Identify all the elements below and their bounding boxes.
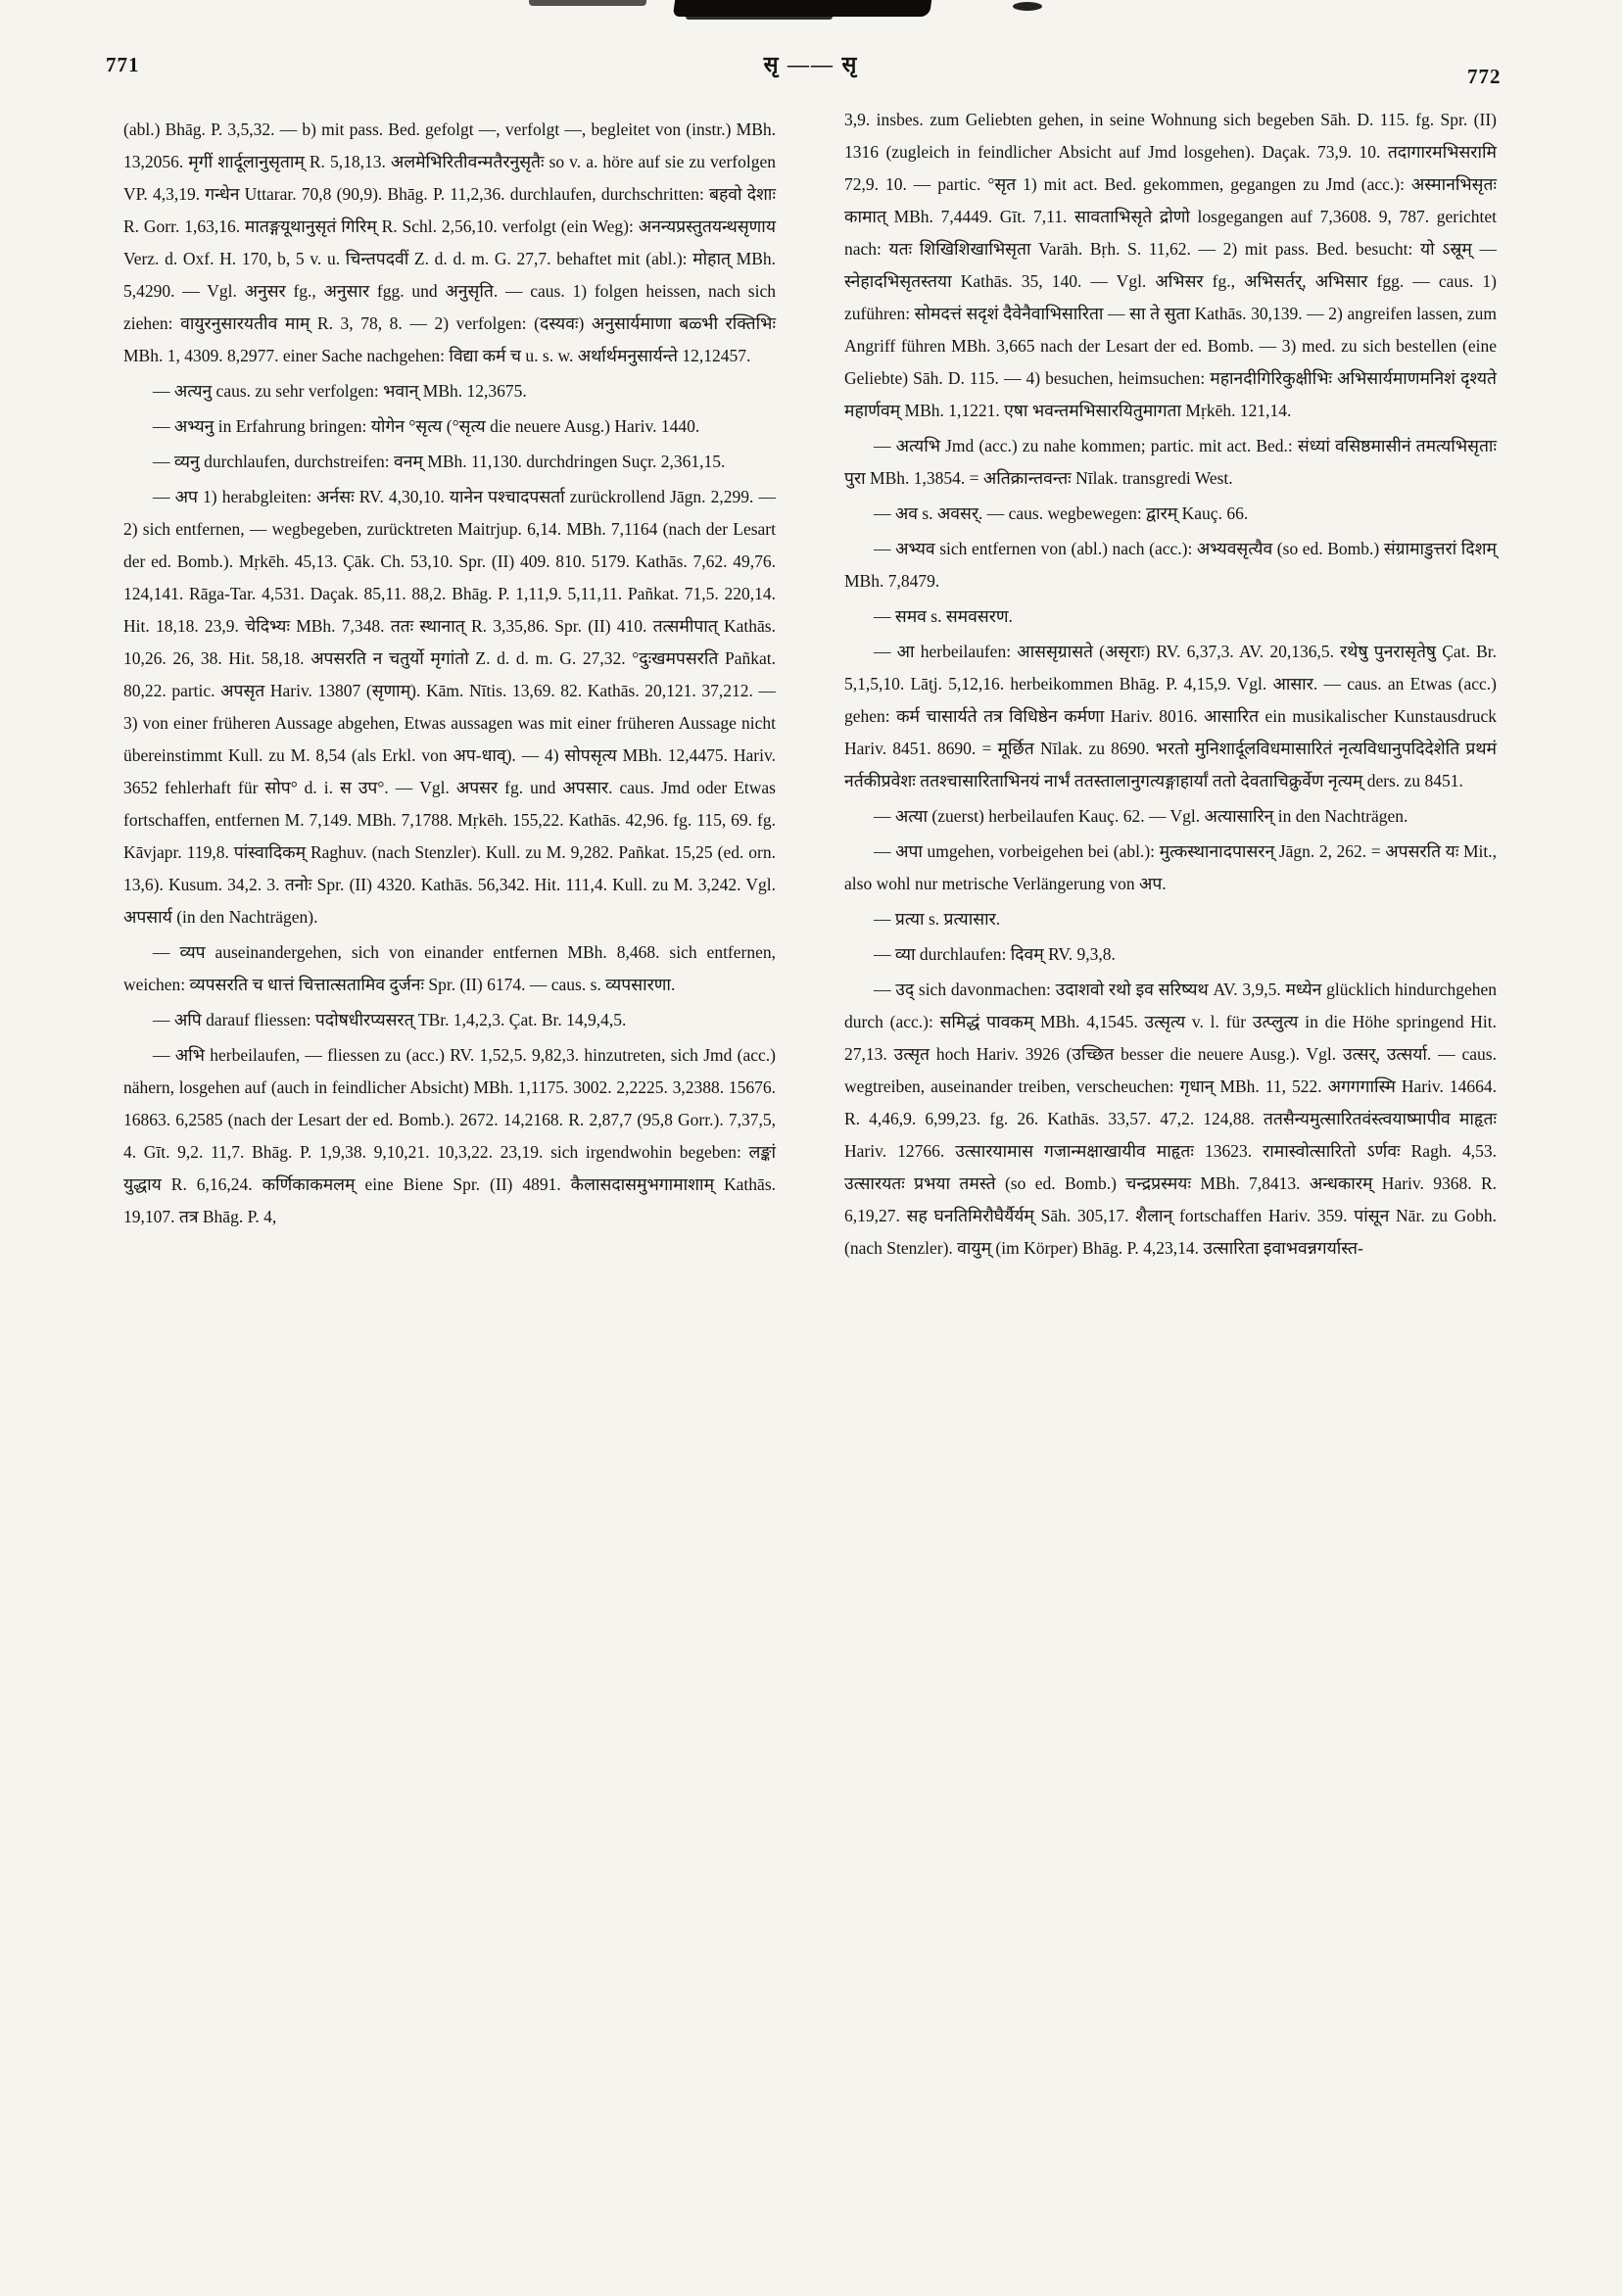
paragraph: — अभ्यनु in Erfahrung bringen: योगेन °सृत्य (°सृत्य die neuere Ausg.) Hariv. 1440. — [153, 416, 700, 436]
page-number-left: 771 — [106, 53, 140, 76]
paragraph: (abl.) Bhāg. P. 3,5,32. — b) mit pass. Bed. gefolgt —, verfolgt —, begleitet von (instr.) MBh. 13,2056. मृगीं शार्दूलानुसृताम् R. 5,18,13. अलमेभिरितीवन्मतैरनुसृतैः so v. a. höre auf sie zu verfolgen VP. 4,3,19. गन्धेन Uttarar. 70,8 (90,9). Bhāg. P. 11,2,36. durchlaufen, durchschritten: बहवो देशाः R. Gorr. 1,63,16. मातङ्गयूथानुसृतं गिरिम् R. Schl. 2,56,10. verfolgt (ein Weg): अनन्यप्रस्तुतयन्थसृणाय Verz. d. Oxf. H. 170, b, 5 v. u. चिन्तपदवीं Z. d. d. m. G. 27,7. behaftet mit (abl.): मोहात् MBh. 5,4290. — Vgl. अनुसर fg., अनुसार fgg. und अनुसृति. — caus. 1) folgen heissen, nach sich ziehen: वायुरनुसारयतीव माम् R. 3, 78, 8. — 2) verfolgen: (दस्यवः) अनुसार्यमाणा बळ्भी रक्तिभिः MBh. 1, 4309. 8,2977. einer Sache nachgehen: विद्या कर्म च u. s. w. अर्थार्थमनुसार्यन्ते 12,12457. — [123, 120, 776, 365]
paragraph: — अप 1) herabgleiten: अर्नसः RV. 4,30,10. यानेन पश्चादपसर्ता zurückrollend Jāgn. 2,299. — 2) sich entfernen, — wegbegeben, zurücktreten Maitrjup. 6,14. MBh. 7,1164 (nach der Lesart der ed. Bomb.). Mṛkēh. 45,13. Çāk. Ch. 53,10. Spr. (II) 409. 810. 5179. Kathās. 7,62. 49,76. 124,141. Rāga-Tar. 4,531. Daçak. 85,11. 88,2. Bhāg. P. 1,11,9. 5,11,11. Pañkat. 71,5. 220,14. Hit. 18,18. 23,9. चेदिभ्यः MBh. 7,348. ततः स्थानात् R. 3,35,86. Spr. (II) 410. तत्समीपात् Kathās. 10,26. 26, 38. Hit. 58,18. अपसरति न चतुर्यो मृगांतो Z. d. d. m. G. 27,32. °दुःखमपसरति Pañkat. 80,22. partic. अपसृत Hariv. 13807 (सृणाम्). Kām. Nītis. 13,69. 82. Kathās. 20,121. 37,212. — 3) von einer früheren Aussage abgehen, Etwas aussagen was mit einer früheren Aussage nicht übereinstimmt Kull. zu M. 8,54 (als Erkl. von अप-धाव्). — 4) सोपसृत्य MBh. 12,4475. Hariv. 3652 fehlerhaft für सोप° d. i. स उप°. — Vgl. अपसर fg. und अपसार. caus. Jmd oder Etwas fortschaffen, entfernen M. 7,149. MBh. 7,1788. Mṛkēh. 155,22. Kathās. 42,96. fg. 115, 69. fg. Kāvjapr. 119,8. पांस्वादिकम् Raghuv. (nach Stenzler). Kull. zu M. 9,282. Pañkat. 15,25 (ed. orn. 13,6). Kusum. 34,2. 3. तनोः Spr. (II) 4320. Kathās. 56,342. Hit. 111,4. Kull. zu M. 3,242. Vgl. अपसार्य (in den Nachträgen). — [123, 487, 776, 927]
paragraph: — व्या durchlaufen: दिवम् RV. 9,3,8. — [874, 944, 1116, 964]
paragraph: — अभि herbeilaufen, — fliessen zu (acc.) RV. 1,52,5. 9,82,3. hinzutreten, sich Jmd (acc.) nähern, losgehen auf (auch in feindlicher Absicht) MBh. 1,1175. 3002. 2,2225. 3,2388. 15676. 16863. 6,2585 (nach der Lesart der ed. Bomb.). 2672. 14,2168. R. 2,87,7 (95,8 Gorr.). 7,37,5, 4. Gīt. 9,2. 11,7. Bhāg. P. 1,9,38. 9,10,21. 10,3,22. 23,19. sich irgendwohin begeben: लङ्कां युद्धाय R. 6,16,24. कर्णिकाकमलम् eine Biene Spr. (II) 4891. कैलासदासमुभगामाशाम् Kathās. 19,107. तत्र Bhāg. P. 4, — [123, 1045, 776, 1226]
paragraph: — अत्या (zuerst) herbeilaufen Kauç. 62. — Vgl. अत्यासारिन् in den Nachträgen. — [874, 806, 1408, 826]
right-column — [844, 104, 1497, 1268]
paragraph: — उद् sich davonmachen: उदाशवो रथो इव सरिष्यथ AV. 3,9,5. मध्येन glücklich hindurchgehen durch (acc.): समिद्धं पावकम् MBh. 4,1545. उत्सृत्य v. l. für उत्प्लुत्य in die Höhe springend Hit. 27,13. उत्सृत hoch Hariv. 3926 (उच्छित besser die neuere Ausg.). Vgl. उत्सर्, उत्सर्या. — caus. wegtreiben, auseinander treiben, verscheuchen: गृधान् MBh. 11, 522. अगगगास्मि Hariv. 14664. R. 4,46,9. 6,99,23. fg. 26. Kathās. 33,57. 47,2. 124,88. ततसैन्यमुत्सारितवंस्त्वयाष्मापीव माहृतः Hariv. 12766. उत्सारयामास गजान्मक्षाखायीव माहृतः 13623. रामास्वोत्सारितो ऽर्णवः Ragh. 4,53. उत्सारयतः प्रभया तमस्ते (so ed. Bomb.) चन्द्रप्रस्मयः MBh. 7,8413. अन्धकारम् Hariv. 9368. R. 6,19,27. सह घनतिमिरौघैर्यैर्यम् Sāh. 305,17. शैलान् fortschaffen Hariv. 359. पांसून Nār. zu Gobh. (nach Stenzler). वायुम् (im Körper) Bhāg. P. 4,23,14. उत्सारिता इवाभवन्नगर्यास्त- — [844, 980, 1497, 1258]
paragraph: — प्रत्या s. प्रत्यासार. — [874, 909, 1001, 929]
paragraph: — अत्यभि Jmd (acc.) zu nahe kommen; partic. mit act. Bed.: संध्यां वसिष्ठमासीनं तमत्यभिसृताः पुरा MBh. 1,3854. = अतिक्रान्तवन्तः Nīlak. transgredi West. — [844, 436, 1497, 488]
paragraph: — अपा umgehen, vorbeigehen bei (abl.): मुत्कस्थानादपासरन् Jāgn. 2, 262. = अपसरति यः Mit., also wohl nur metrische Verlängerung von अप. — [844, 841, 1497, 893]
paragraph: — अव s. अवसर्. — caus. wegbewegen: द्वारम् Kauç. 66. — [874, 503, 1249, 523]
paragraph: — अपि darauf fliessen: पदोषधीरप्यसरत् TBr. 1,4,2,3. Çat. Br. 14,9,4,5. — [153, 1010, 627, 1029]
paragraph: — व्यनु durchlaufen, durchstreifen: वनम् MBh. 11,130. durchdringen Suçr. 2,361,15. — [153, 452, 726, 471]
paragraph: — आ herbeilaufen: आससृग्रासते (असृराः) RV. 6,37,3. AV. 20,136,5. रथेषु पुनरासृतेषु Çat. Br. 5,1,5,10. Lāṭj. 5,12,16. herbeikommen Bhāg. P. 4,15,9. Vgl. आसार. — caus. an Etwas (acc.) gehen: कर्म चासार्यते तत्र विधिष्ठेन कर्मणा Hariv. 8016. आसारित ein musikalischer Kunstausdruck Hariv. 8451. 8690. = मूर्छित Nīlak. zu 8690. भरतो मुनिशार्दूलविधमासारितं नृत्यविधानुपदिदेशेति प्रथमं नर्तकीप्रवेशः ततश्चासारिताभिनयं नार्भं ततस्तालानुगत्यङ्गाहार्यां ततो देवताचिक्रुर्वेण नृत्यम् ders. zu 8451. — [844, 642, 1497, 790]
paragraph: — व्यप auseinandergehen, sich von einander entfernen MBh. 8,468. sich entfernen, weichen: व्यपसरति च धात्तं चित्तात्सतामिव दुर्जनः Spr. (II) 6174. — caus. s. व्यपसारणा. — [123, 942, 776, 994]
scan-artifact — [1013, 2, 1042, 11]
scan-artifact — [686, 14, 833, 20]
running-head: सृ —— सृ — [763, 52, 859, 76]
left-column — [123, 114, 776, 1236]
paragraph: — अत्यनु caus. zu sehr verfolgen: भवान् MBh. 12,3675. — [153, 381, 527, 401]
paragraph: — अभ्यव sich entfernen von (abl.) nach (acc.): अभ्यवसृत्यैव (so ed. Bomb.) संग्रामाडुत्तरां दिशम् MBh. 7,8479. — [844, 539, 1497, 591]
paragraph: 3,9. insbes. zum Geliebten gehen, in seine Wohnung sich begeben Sāh. D. 115. fg. Spr. (II) 1316 (zugleich in feindlicher Absicht auf Jmd losgehen). Daçak. 73,9. 10. तदागारमभिसरामि 72,9. 10. — partic. °सृत 1) mit act. Bed. gekommen, gegangen zu Jmd (acc.): अस्मानभिसृतः कामात् MBh. 7,4449. Gīt. 7,11. सावताभिसृते द्रोणो losgegangen auf 7,3608. 9, 787. gerichtet nach: यतः शिखिशिखाभिसृता Varāh. Bṛh. S. 11,62. — 2) mit pass. Bed. besucht: यो ऽस्रूम् — स्नेहादभिसृतस्तया Kathās. 35, 140. — Vgl. अभिसर fg., अभिसर्तर्, अभिसार fgg. — caus. 1) zuführen: सोमदत्तं सदृशं दैवेनैवाभिसारिता — सा ते सुता Kathās. 30,139. — 2) angreifen lassen, zum Angriff führen MBh. 3,665 nach der Lesart der ed. Bomb. — 3) med. zu sich bestellen (eine Geliebte) Sāh. D. 115. — 4) besuchen, heimsuchen: महानदीगिरिकुक्षीभिः अभिसार्यमाणमनिशं दृश्यते महार्णवम् MBh. 1,1221. एषा भवन्तमभिसारयितुमागता Mṛkēh. 121,14. — [844, 110, 1497, 420]
page-number-right: 772 — [1467, 65, 1502, 88]
scan-artifact — [529, 0, 646, 6]
paragraph: — समव s. समवसरण. — [874, 606, 1013, 626]
